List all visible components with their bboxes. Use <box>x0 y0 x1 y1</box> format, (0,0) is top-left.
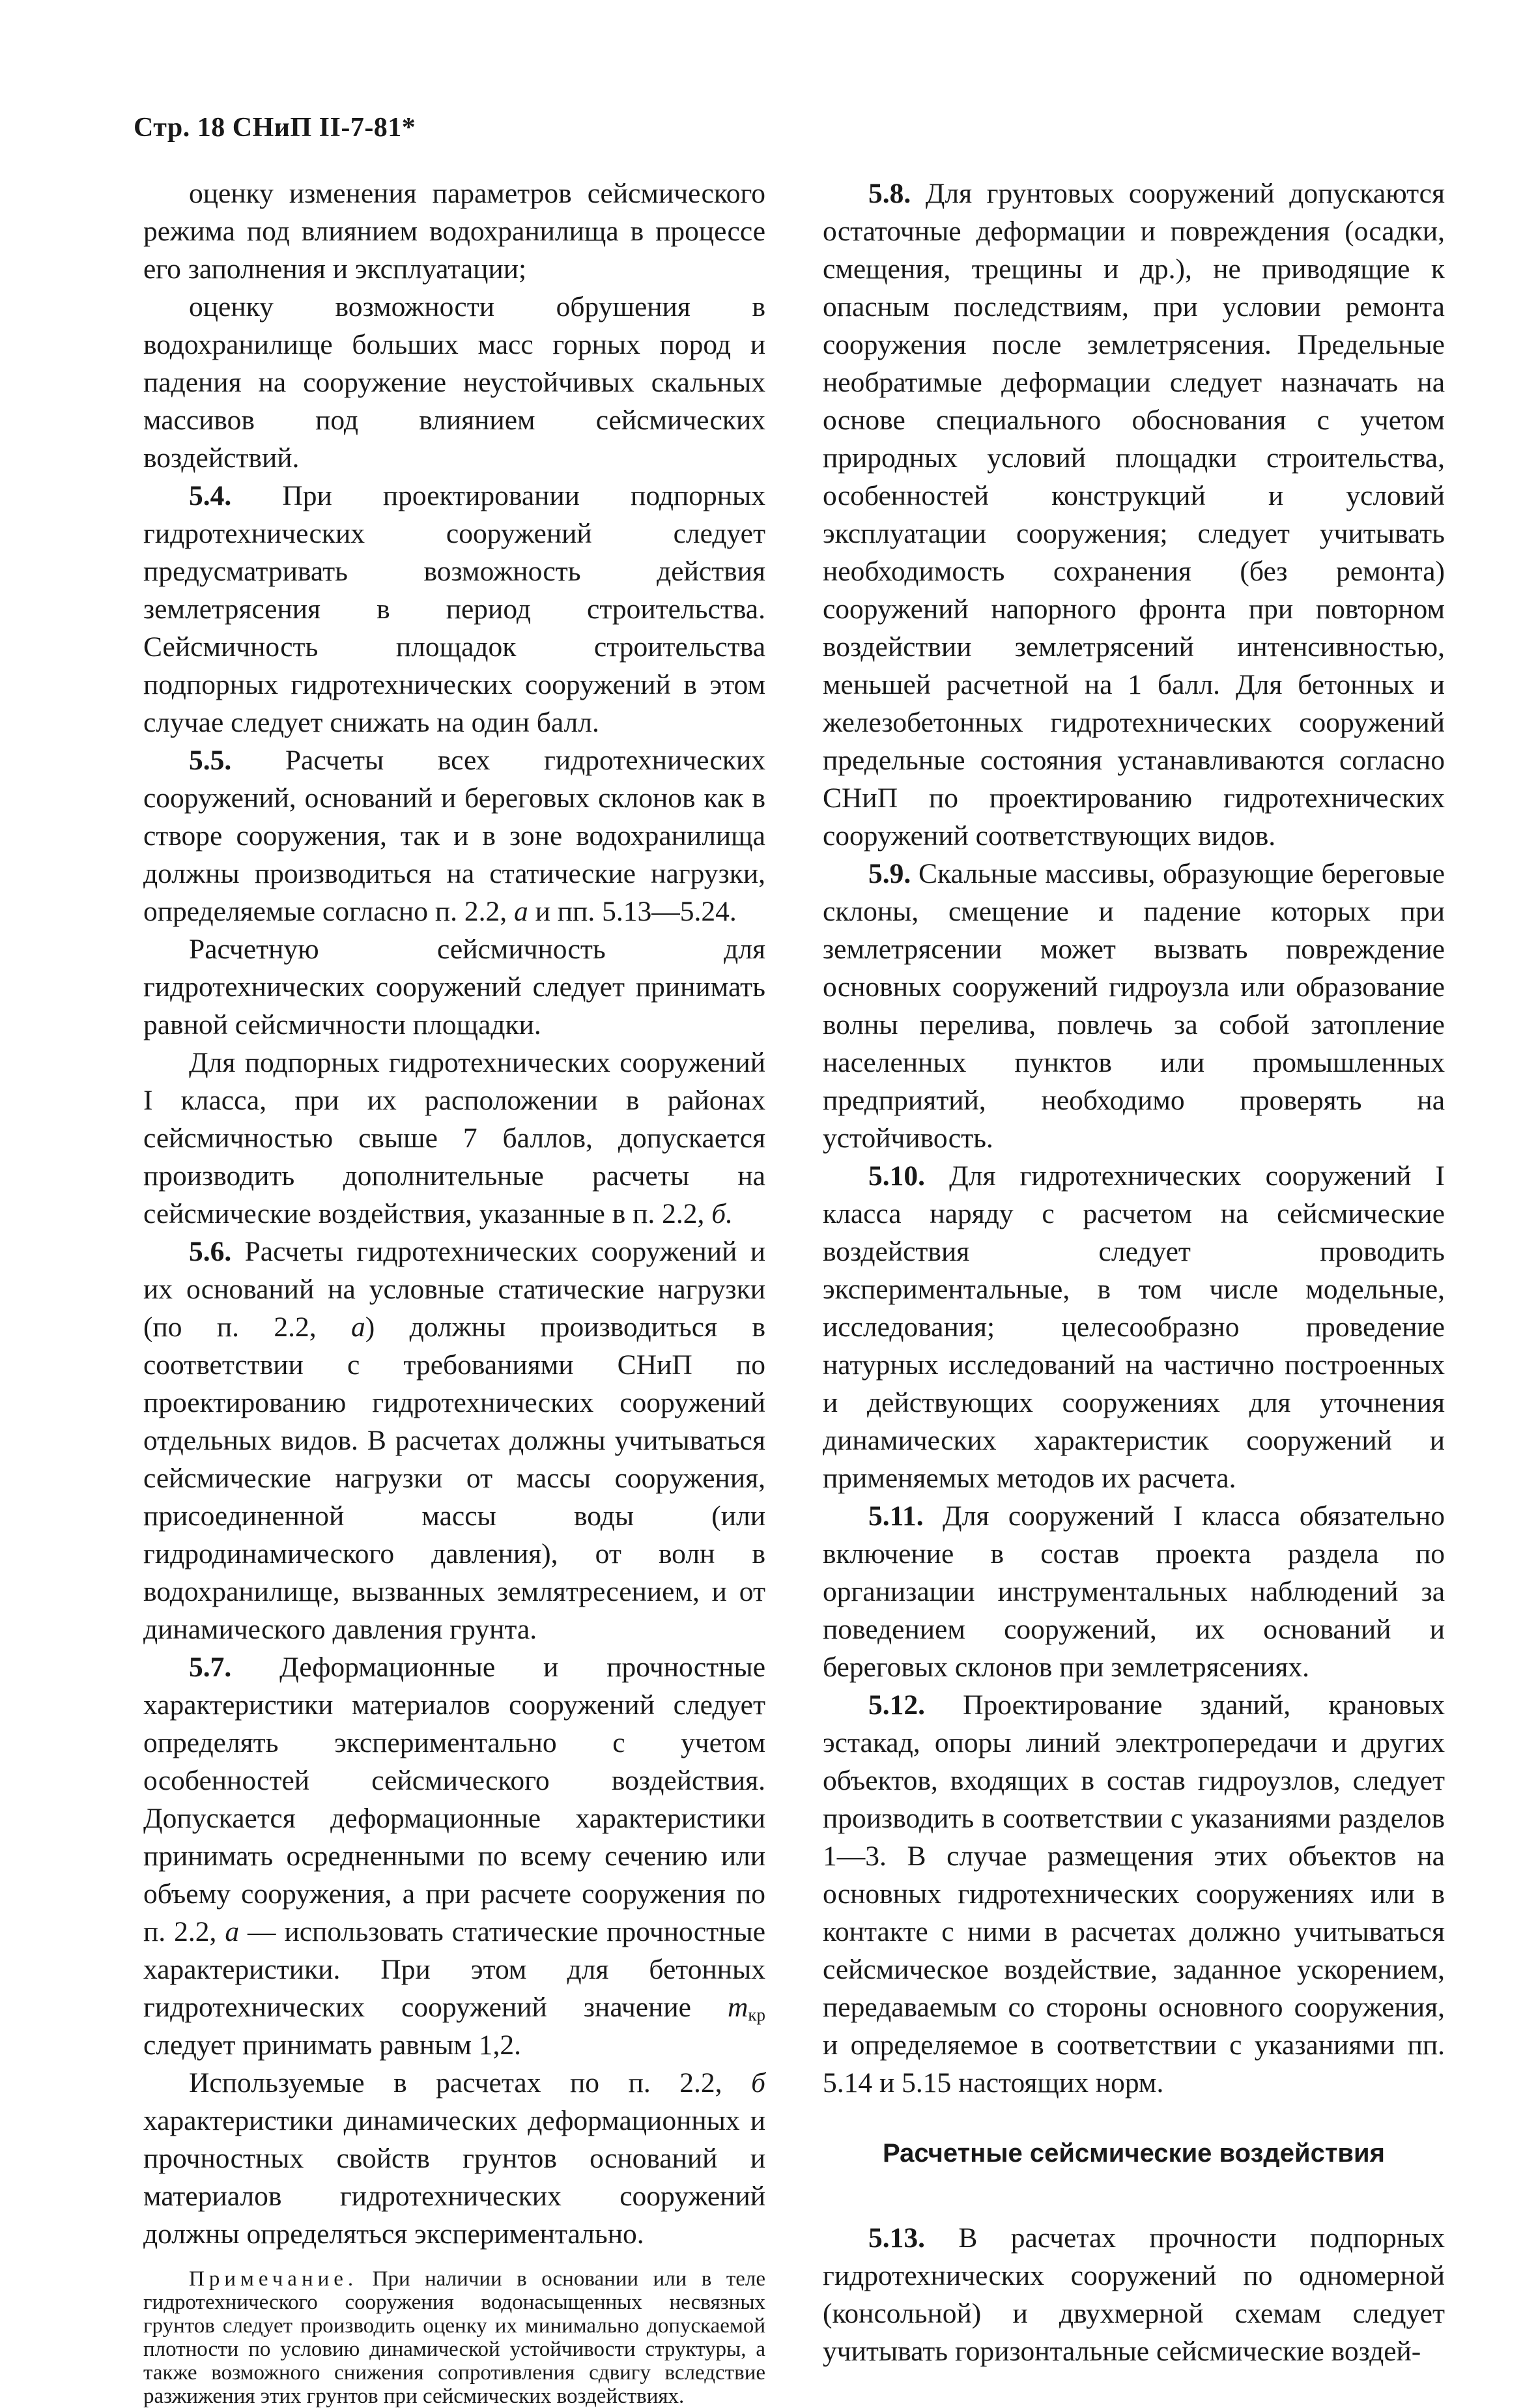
clause-italic: а <box>513 896 528 927</box>
paragraph-text: Используемые в расчетах по п. 2.2, <box>189 2067 752 2099</box>
clause-number: 5.11. <box>868 1500 924 1532</box>
clause-text: следует принимать равным 1,2. <box>143 2029 522 2061</box>
formula-symbol: m <box>727 1992 748 2023</box>
clause-text: Проектирование зданий, крановых эстакад, опоры линий электропередачи и других объектов, входящих в состав гидроузлов, следует производить в соответствии с указаниями разделов 1—3. В случае размещения этих объектов на основных гидротехнических сооружениях или в контакте с ними в расчетах должно учитываться сейсмическое воздействие, заданное ускорением, передаваемым со стороны основного сооружения, и определяемое в соответствии с указаниями пп. 5.14 и 5.15 настоящих норм. <box>823 1689 1445 2099</box>
clause-number: 5.8. <box>868 178 911 209</box>
formula-subscript: кр <box>748 2005 765 2025</box>
clause-text: Расчеты всех гидротехнических сооружений, оснований и береговых склонов как в створе сооружения, так и в зоне водохранилища должны производиться на статические нагрузки, определяемые согласно п. 2.2, <box>143 745 765 927</box>
paragraph-collapse-assessment: оценку возможности обрушения в водохранилище больших масс горных пород и падения на сооружение неустойчивых скальных массивов под влиянием сейсмических воздействий. <box>143 291 765 474</box>
clause-5-4 <box>143 477 765 741</box>
clause-text: Расчеты гидротехнических сооружений и их оснований на условные статические нагрузки (по п. 2.2, <box>143 1236 765 1343</box>
clause-5-12 <box>823 1686 1445 2102</box>
clause-number: 5.13. <box>868 2222 925 2254</box>
clause-text: и пп. 5.13—5.24. <box>528 896 737 927</box>
clause-5-8 <box>823 175 1445 855</box>
clause-text: Для гидротехнических сооружений I класса наряду с расчетом на сейсмические воздействия следует проводить экспериментальные, в том числе модельные, исследования; целесообразно проведение натурных исследований на частично построенных и действующих сооружениях для уточнения динамических характеристик сооружений и применяемых методов их расчета. <box>823 1160 1445 1494</box>
clause-5-13 <box>823 2219 1445 2370</box>
paragraph-italic: б <box>751 2067 765 2099</box>
clause-italic: а <box>225 1916 240 1947</box>
left-column <box>143 175 765 2408</box>
clause-5-6 <box>143 1233 765 1648</box>
clause-number: 5.10. <box>868 1160 925 1192</box>
paragraph-used-characteristics <box>143 2064 765 2253</box>
clause-number: 5.6. <box>189 1236 232 1267</box>
clause-number: 5.9. <box>868 858 911 889</box>
paragraph-class-1 <box>143 1044 765 1233</box>
clause-text: В расчетах прочности подпорных гидротехнических сооружений по одномерной (консольной) и двухмерной схемам следует учитывать горизонтальные сейсмические воздей- <box>823 2222 1445 2367</box>
paragraph-text: характеристики динамических деформационных и прочностных свойств грунтов оснований и материалов гидротехнических сооружений должны определяться экспериментально. <box>143 2105 765 2250</box>
note-label: Примечание. <box>189 2267 358 2291</box>
clause-number: 5.7. <box>189 1652 232 1683</box>
page-header: Стр. 18 СНиП II-7-81* <box>134 113 416 143</box>
clause-text: Для сооружений I класса обязательно включение в состав проекта раздела по организации инструментальных наблюдений за поведением сооружений, их оснований и береговых склонов при землетрясениях. <box>823 1500 1445 1683</box>
clause-text: Для грунтовых сооружений допускаются остаточные деформации и повреждения (осадки, смещения, трещины и др.), не приводящие к опасным последствиям, при условии ремонта сооружения после землетрясения. Предельные необратимые деформации следует назначать на основе специального обоснования с учетом природных условий площадки строительства, особенностей конструкций и условий эксплуатации сооружения; следует учитывать необходимость сохранения (без ремонта) сооружений напорного фронта при повторном воздействии землетрясений интенсивностью, меньшей расчетной на 1 балл. Для бетонных и железобетонных гидротехнических сооружений предельные состояния устанавливаются согласно СНиП по проектированию гидротехнических сооружений соответствующих видов. <box>823 178 1445 852</box>
clause-number: 5.4. <box>189 480 232 511</box>
clause-number: 5.5. <box>189 745 232 776</box>
paragraph-text: Для подпорных гидротехнических сооружений I класса, при их расположении в районах сейсмичностью свыше 7 баллов, допускается производить дополнительные расчеты на сейсмические воздействия, указанные в п. 2.2, <box>143 1047 765 1229</box>
clause-5-9 <box>823 855 1445 1157</box>
right-column <box>823 175 1445 2370</box>
paragraph-italic: б. <box>711 1198 733 1229</box>
paragraph-seismic-regime: оценку изменения параметров сейсмического режима под влиянием водохранилища в процессе его заполнения и эксплуатации; <box>143 178 765 285</box>
note-text: При наличии в основании или в теле гидротехнического сооружения водонасыщенных несвязных грунтов следует производить оценку их минимально допускаемой плотности по условию динамической устойчивости структуры, а также возможного снижения сопротивления сдвигу вследствие разжижения этих грунтов при сейсмических воздействиях. <box>143 2267 765 2408</box>
clause-number: 5.12. <box>868 1689 925 1721</box>
clause-text: ) должны производиться в соответствии с требованиями СНиП по проектированию гидротехнических сооружений отдельных видов. В расчетах должны учитываться сейсмические нагрузки от массы сооружения, присоединенной массы воды (или гидродинамического давления), от волн в водохранилище, вызванных землятресением, и от динамического давления грунта. <box>143 1312 765 1645</box>
paragraph-design-seismicity: Расчетную сейсмичность для гидротехнических сооружений следует принимать равной сейсмичности площадки. <box>143 934 765 1040</box>
clause-text: Скальные массивы, образующие береговые склоны, смещение и падение которых при землетрясении может вызвать повреждение основных сооружений гидроузла или образование волны перелива, повлечь за собой затопление населенных пунктов или промышленных предприятий, необходимо проверять на устойчивость. <box>823 858 1445 1154</box>
clause-text: Деформационные и прочностные характеристики материалов сооружений следует определять экспериментально с учетом особенностей сейсмического воздействия. Допускается деформационные характеристики принимать осредненными по всему сечению или объему сооружения, а при расчете сооружения по п. 2.2, <box>143 1652 765 1947</box>
section-title: Расчетные сейсмические воздействия <box>883 2139 1385 2168</box>
clause-5-7 <box>143 1648 765 2064</box>
clause-text: При проектировании подпорных гидротехнических сооружений следует предусматривать возможность действия землетрясения в период строительства. Сейсмичность площадок строительства подпорных гидротехнических сооружений в этом случае следует снижать на один балл. <box>143 480 765 738</box>
clause-5-10 <box>823 1157 1445 1497</box>
clause-5-5 <box>143 741 765 930</box>
clause-text: — использовать статические прочностные характеристики. При этом для бетонных гидротехнических сооружений значение <box>143 1916 766 2023</box>
note <box>143 2267 765 2408</box>
clause-5-11 <box>823 1497 1445 1686</box>
clause-italic: а <box>351 1312 365 1343</box>
